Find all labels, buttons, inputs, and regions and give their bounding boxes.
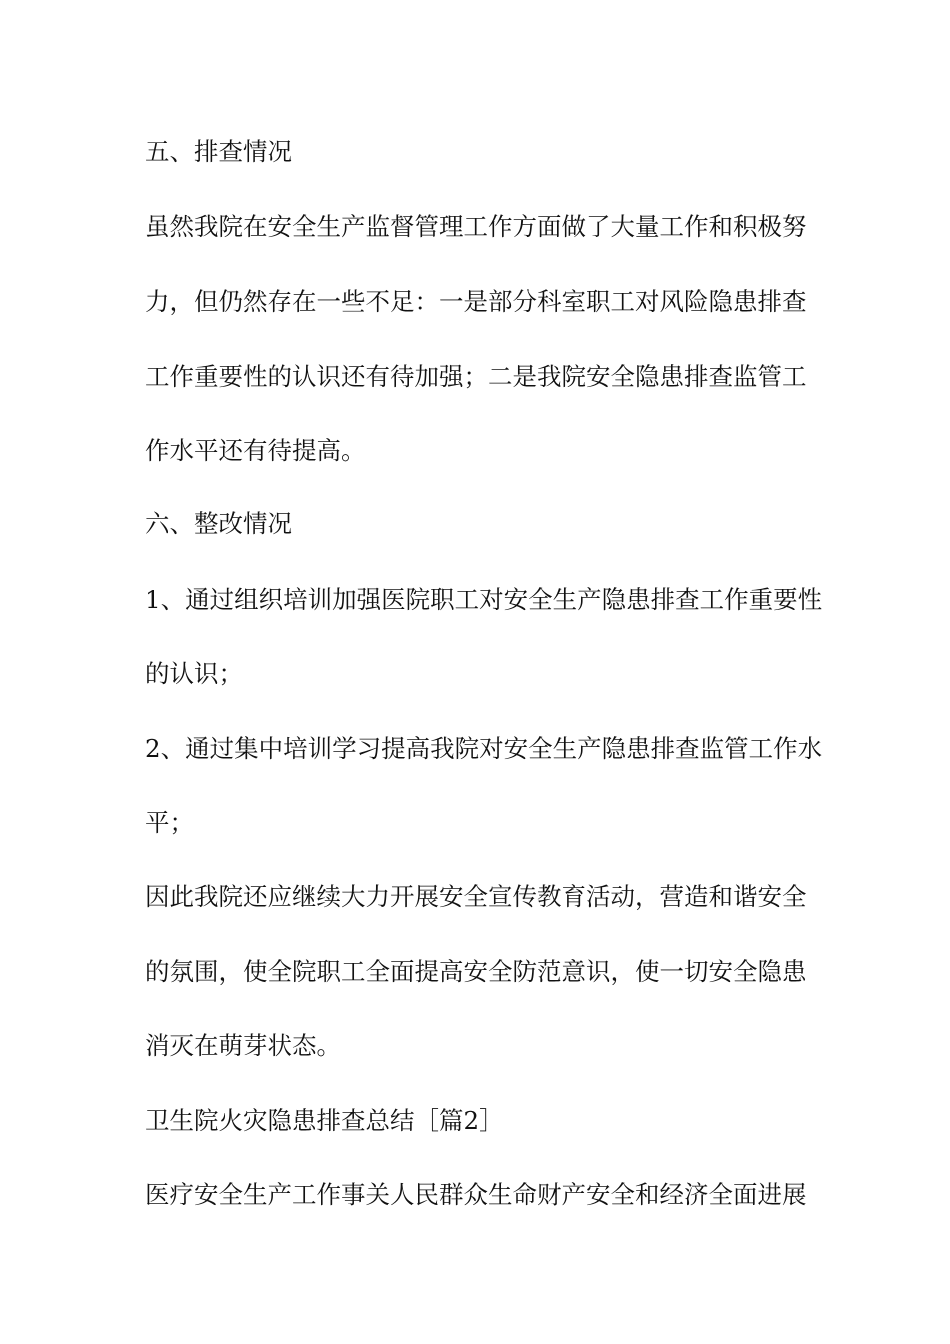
paragraph-line: 虽然我院在安全生产监督管理工作方面做了大量工作和积极努 [145,212,807,241]
paragraph-line: 医疗安全生产工作事关人民群众生命财产安全和经济全面进展 [145,1180,807,1209]
article-title: 卫生院火灾隐患排查总结［篇2］ [145,1106,504,1135]
section-heading-5: 五、排查情况 [145,137,292,166]
section-heading-6: 六、整改情况 [145,509,292,538]
paragraph-line: 工作重要性的认识还有待加强；二是我院安全隐患排查监管工 [145,362,807,391]
paragraph-line: 的氛围，使全院职工全面提高安全防范意识，使一切安全隐患 [145,957,807,986]
paragraph-line: 消灭在萌芽状态。 [145,1031,341,1060]
list-item-line: 平； [145,808,194,837]
paragraph-line: 力，但仍然存在一些不足：一是部分科室职工对风险隐患排查 [145,287,807,316]
paragraph-line: 作水平还有待提高。 [145,436,366,465]
list-item-line: 的认识； [145,659,243,688]
list-item-line: 2、通过集中培训学习提高我院对安全生产隐患排查监管工作水 [145,734,823,763]
paragraph-line: 因此我院还应继续大力开展安全宣传教育活动，营造和谐安全 [145,882,807,911]
list-item-line: 1、通过组织培训加强医院职工对安全生产隐患排查工作重要性 [145,585,823,614]
